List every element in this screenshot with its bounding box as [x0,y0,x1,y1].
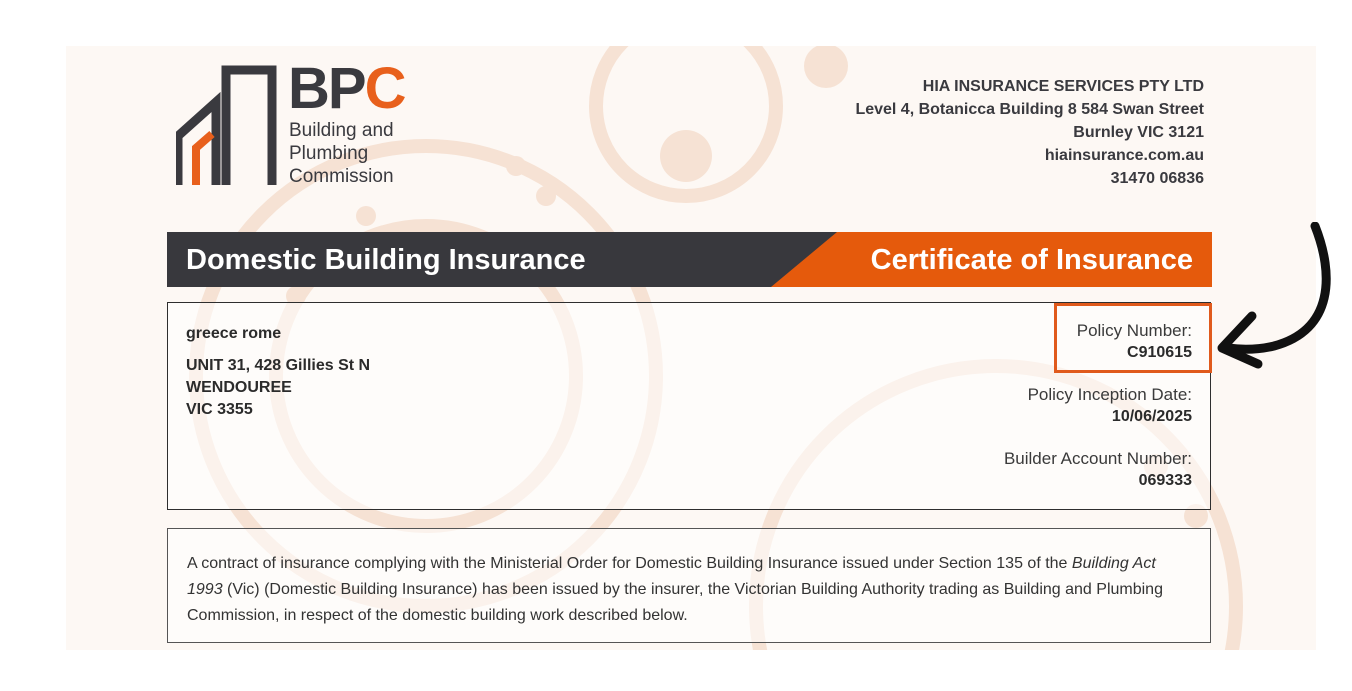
policy-details-box [167,302,1211,510]
banner-title-left: Domestic Building Insurance [186,244,586,276]
curved-arrow-icon [1212,222,1342,372]
insurer-address-line2: Burnley VIC 3121 [1073,124,1204,141]
insurer-name: HIA INSURANCE SERVICES PTY LTD [922,78,1204,95]
act-name: Building Act 1993 [187,555,1156,598]
builder-account-value: 069333 [1138,472,1192,489]
logo-subtitle: Building and Plumbing Commission [289,120,394,187]
bpc-logo [176,56,436,189]
title-banner [167,232,1212,287]
insurer-details [855,75,1204,190]
policy-holder-address: UNIT 31, 428 Gillies St N WENDOUREE VIC 3355 [186,357,371,418]
insurer-phone: 31470 06836 [1110,170,1204,187]
policy-number-field: Policy Number: C910615 [1076,321,1192,361]
banner-title-right: Certificate of Insurance [870,244,1193,276]
builder-account-field: Builder Account Number: 069333 [1003,449,1192,489]
insurance-statement: A contract of insurance complying with the Ministerial Order for Domestic Building Insurance issued under Section 135 of the Building Act 1993 (Vic) (Domestic Building Insurance) has been issued by the insurer, the Victorian Building Authority trading as Building and Plumbing Commission, in respect of the domestic building work described below. [167,528,1211,643]
insurer-address-line1: Level 4, Botanicca Building 8 584 Swan Street [855,101,1204,118]
building-outline-icon [176,64,286,189]
policy-inception-field: Policy Inception Date: 10/06/2025 [1027,385,1192,425]
policy-number-value: C910615 [1127,344,1192,361]
logo-wordmark: BPC [288,56,405,121]
policy-holder-name: greece rome [186,325,282,342]
policy-inception-value: 10/06/2025 [1111,408,1192,425]
insurer-website: hiainsurance.com.au [1044,147,1204,164]
